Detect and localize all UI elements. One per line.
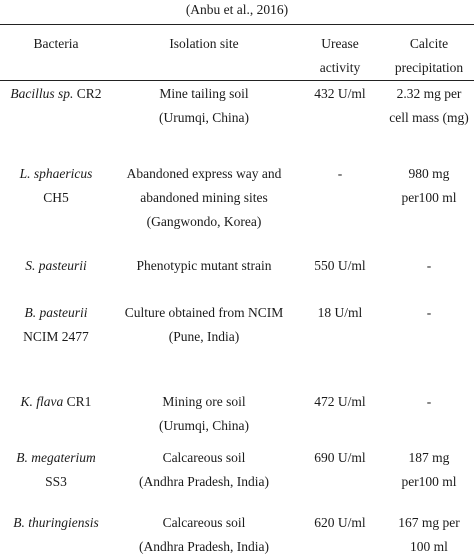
isolation-site-cell: Mining ore soil (Urumqi, China) (159, 394, 249, 433)
isolation-site-cell: Mine tailing soil (Urumqi, China) (159, 86, 249, 125)
bacteria-cell: L. sphaericus CH5 (19, 166, 93, 205)
header-rule (0, 80, 474, 81)
isolation-site-cell: Culture obtained from NCIM (Pune, India) (124, 305, 284, 344)
calcite-cell: 187 mg per100 ml (401, 450, 457, 489)
header-urease-activity: Urease activity (319, 36, 361, 75)
header-isolation-site: Isolation site (169, 36, 239, 51)
calcite-cell: 980 mg per100 ml (401, 166, 457, 205)
table-caption: (Anbu et al., 2016) (185, 2, 289, 17)
bacteria-cell: B. pasteurii NCIM 2477 (23, 305, 89, 344)
isolation-site-cell: Calcareous soil (Andhra Pradesh, India) (138, 450, 270, 489)
calcite-cell: - (426, 305, 432, 320)
urease-cell: 472 U/ml (314, 394, 366, 409)
bacteria-cell: S. pasteurii (25, 258, 87, 273)
top-rule (0, 24, 474, 25)
calcite-cell: 167 mg per 100 ml (398, 515, 460, 554)
bacteria-cell: B. thuringiensis (13, 515, 99, 530)
urease-cell: 432 U/ml (314, 86, 366, 101)
calcite-cell: 2.32 mg per cell mass (mg) (389, 86, 469, 125)
urease-cell: 18 U/ml (317, 305, 363, 320)
bacteria-cell: Bacillus sp. CR2 (10, 86, 102, 101)
calcite-cell: - (426, 258, 432, 273)
calcite-cell: - (426, 394, 432, 409)
header-calcite-precipitation: Calcite precipitation (394, 36, 464, 75)
urease-cell: 620 U/ml (314, 515, 366, 530)
isolation-site-cell: Calcareous soil (Andhra Pradesh, India) (138, 515, 270, 554)
bacteria-cell: K. flava CR1 (20, 394, 92, 409)
urease-cell: - (337, 166, 343, 181)
isolation-site-cell: Phenotypic mutant strain (136, 258, 272, 273)
urease-cell: 690 U/ml (314, 450, 366, 465)
urease-cell: 550 U/ml (314, 258, 366, 273)
bacteria-cell: B. megaterium SS3 (16, 450, 96, 489)
header-bacteria: Bacteria (33, 36, 79, 51)
isolation-site-cell: Abandoned express way and abandoned mining sites (Gangwondo, Korea) (126, 166, 282, 229)
